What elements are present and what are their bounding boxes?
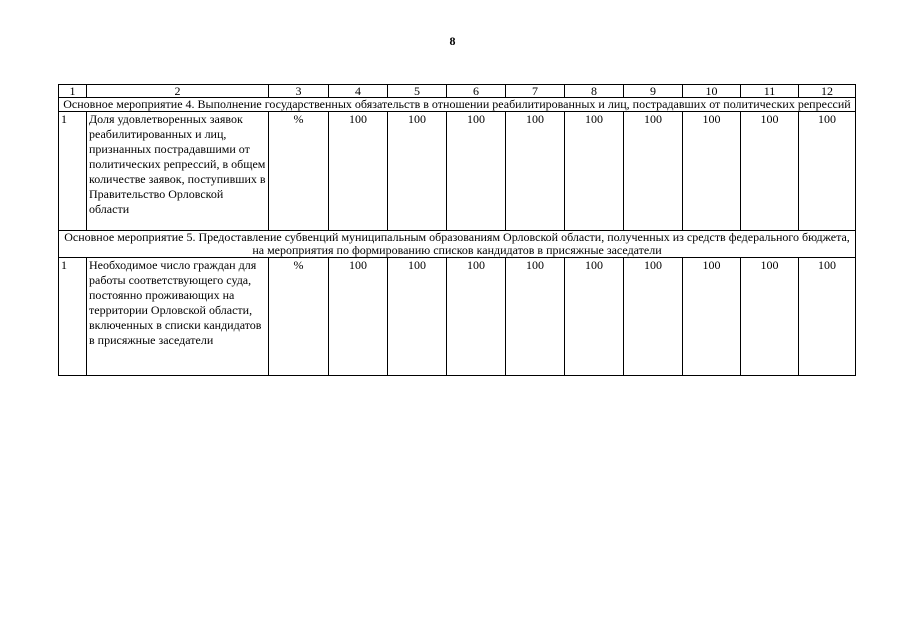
column-header: 1 xyxy=(59,85,87,98)
column-header: 11 xyxy=(741,85,799,98)
table-header-row xyxy=(59,85,856,98)
value-cell: 100 xyxy=(565,258,624,376)
value-cell: 100 xyxy=(741,258,799,376)
unit-cell: % xyxy=(269,112,329,231)
row-number: 1 xyxy=(59,112,87,231)
value-cell: 100 xyxy=(683,258,741,376)
value-cell: 100 xyxy=(447,258,506,376)
indicators-table xyxy=(58,84,856,376)
column-header: 12 xyxy=(799,85,856,98)
column-header: 10 xyxy=(683,85,741,98)
value-cell: 100 xyxy=(799,258,856,376)
page-number: 8 xyxy=(449,34,456,48)
value-cell: 100 xyxy=(565,112,624,231)
value-cell: 100 xyxy=(388,112,447,231)
value-cell: 100 xyxy=(329,112,388,231)
value-cell: 100 xyxy=(329,258,388,376)
value-cell: 100 xyxy=(624,258,683,376)
row-number: 1 xyxy=(59,258,87,376)
section-title: Основное мероприятие 4. Выполнение государственных обязательств в отношении реабилитированных и лиц, пострадавших от политических репрессий xyxy=(59,98,856,112)
section-title-row xyxy=(59,231,856,258)
column-header: 8 xyxy=(565,85,624,98)
value-cell: 100 xyxy=(683,112,741,231)
section-title-row xyxy=(59,98,856,112)
value-cell: 100 xyxy=(506,112,565,231)
value-cell: 100 xyxy=(799,112,856,231)
table-row xyxy=(59,258,856,376)
value-cell: 100 xyxy=(741,112,799,231)
column-header: 9 xyxy=(624,85,683,98)
column-header: 6 xyxy=(447,85,506,98)
column-header: 3 xyxy=(269,85,329,98)
section-title: Основное мероприятие 5. Предоставление субвенций муниципальным образованиям Орловской области, полученных из средств федерального бюджета, на мероприятия по формированию списков кандидатов в присяжные заседатели xyxy=(59,231,856,258)
column-header: 7 xyxy=(506,85,565,98)
column-header: 5 xyxy=(388,85,447,98)
column-header: 2 xyxy=(87,85,269,98)
table-row xyxy=(59,112,856,231)
indicator-name: Необходимое число граждан для работы соответствующего суда, постоянно проживающих на территории Орловской области, включенных в списки кандидатов в присяжные заседатели xyxy=(87,258,269,376)
indicator-name: Доля удовлетворенных заявок реабилитированных и лиц, признанных пострадавшими от политических репрессий, в общем количестве заявок, поступивших в Правительство Орловской области xyxy=(87,112,269,231)
value-cell: 100 xyxy=(506,258,565,376)
value-cell: 100 xyxy=(624,112,683,231)
column-header: 4 xyxy=(329,85,388,98)
unit-cell: % xyxy=(269,258,329,376)
value-cell: 100 xyxy=(388,258,447,376)
value-cell: 100 xyxy=(447,112,506,231)
